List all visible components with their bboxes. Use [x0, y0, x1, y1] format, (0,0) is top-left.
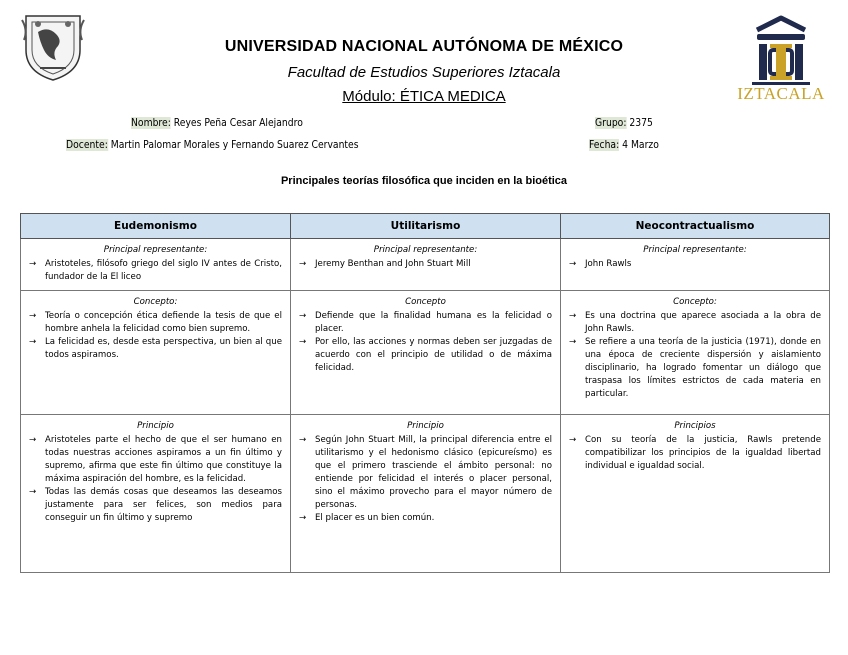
table-row [21, 291, 830, 415]
header-utilitarismo: Utilitarismo [291, 214, 561, 239]
header-eudemonismo: Eudemonismo [21, 214, 291, 239]
table-header-row [21, 214, 830, 239]
cell-title: Principio [407, 421, 444, 431]
cell-title: Principios [674, 421, 716, 431]
header-neocontractualismo: Neocontractualismo [561, 214, 830, 239]
iztacala-logo-text: IZTACALA [737, 84, 825, 103]
cell-title: Principal representante: [103, 245, 208, 255]
student-name: Nombre: Reyes Peña Cesar Alejandro [131, 117, 303, 129]
list-item: → Aristoteles, filósofo griego del siglo IV antes de Cristo, fundador de la El liceo [29, 258, 282, 284]
table-cell [561, 291, 830, 415]
cell-title: Principal representante: [373, 245, 478, 255]
list-item: → Es una doctrina que aparece asociada a la obra de John Rawls. [569, 310, 821, 336]
cell-title: Concepto: [673, 297, 717, 307]
date: Fecha: 4 Marzo [589, 139, 659, 151]
table-cell [21, 415, 291, 573]
table-row [21, 415, 830, 573]
list-item: → Según John Stuart Mill, la principal diferencia entre el utilitarismo y el hedonismo clásico (epicureísmo) es que el primero trasciende el ámbito personal: no entiende por felicidad el interés o placer personal, sino el máximo provecho para el mayor número de personas. [299, 434, 552, 512]
list-item: → John Rawls [569, 258, 821, 271]
theories-table [20, 213, 830, 573]
list-item: → Jeremy Benthan and John Stuart Mill [299, 258, 552, 271]
table-cell [291, 239, 561, 291]
list-item: → Todas las demás cosas que deseamos las deseamos justamente para ser felices, son medios para conseguir un fin último y supremo [29, 486, 282, 525]
list-item: → Aristoteles parte el hecho de que el ser humano en todas nuestras acciones aspiramos a un fin último y supremo, afirma que este fin último que constituye la máxima aspiración del hombre, es la felicidad. [29, 434, 282, 486]
list-item: → Por ello, las acciones y normas deben ser juzgadas de acuerdo con el principio de utilidad o de máxima felicidad. [299, 336, 552, 375]
list-item: → Defiende que la finalidad humana es la felicidad o placer. [299, 310, 552, 336]
university-title: UNIVERSIDAD NACIONAL AUTÓNOMA DE MÉXICO [224, 38, 624, 55]
table-cell [561, 239, 830, 291]
teacher-names: Docente: Martin Palomar Morales y Fernando Suarez Cervantes [66, 139, 359, 151]
list-item: → Con su teoría de la justicia, Rawls pretende compatibilizar los principios de la igualdad libertad individual e igualdad social. [569, 434, 821, 473]
cell-title: Concepto [405, 297, 446, 307]
table-cell [21, 291, 291, 415]
list-item: → La felicidad es, desde esta perspectiva, un bien al que todos aspiramos. [29, 336, 282, 362]
table-cell [291, 291, 561, 415]
list-item: → Teoría o concepción ética defiende la tesis de que el hombre anhela la felicidad como bien supremo. [29, 310, 282, 336]
module-title: Módulo: ÉTICA MEDICA [342, 88, 506, 105]
cell-title: Principal representante: [643, 245, 747, 255]
cell-title: Principio [137, 421, 174, 431]
table-title: Principales teorías filosófica que inciden en la bioética [280, 175, 568, 187]
faculty-subtitle: Facultad de Estudios Superiores Iztacala [287, 64, 561, 81]
cell-title: Concepto: [133, 297, 178, 307]
table-cell [561, 415, 830, 573]
table-cell [21, 239, 291, 291]
group-number: Grupo: 2375 [595, 117, 653, 129]
list-item: → El placer es un bien común. [299, 512, 552, 525]
table-cell [291, 415, 561, 573]
list-item: → Se refiere a una teoría de la justicia (1971), donde en una época de creciente dispersión y aislamiento disciplinario, ha logrado fomentar un diálogo que traspasa los límites estrictos de cada materia en particular. [569, 336, 821, 401]
table-row [21, 239, 830, 291]
